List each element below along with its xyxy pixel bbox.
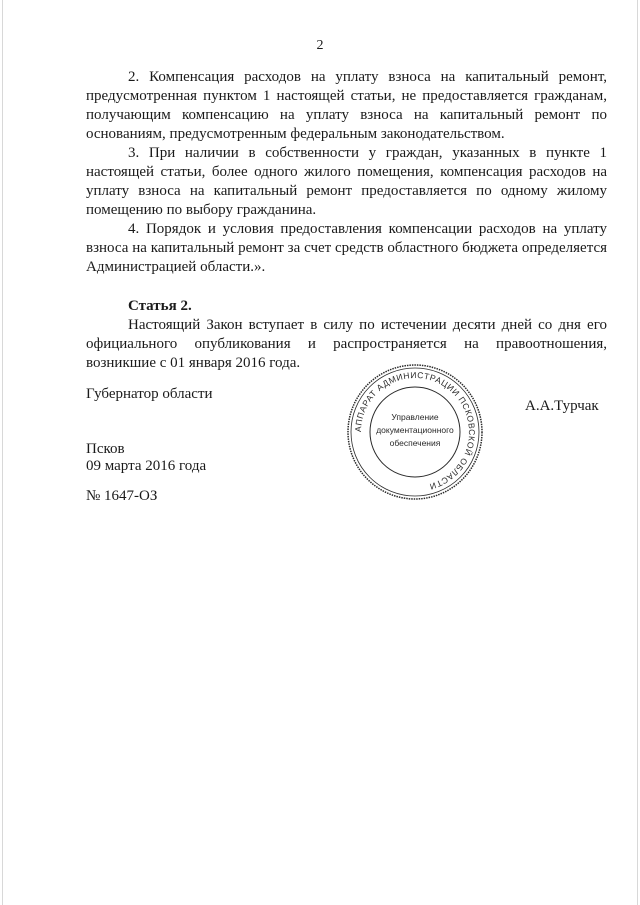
paragraph-3: 3. При наличии в собственности у граждан, указанных в пункте 1 настоящей статьи, более одного жилого помещения, компенсация расходов на уплату взноса на капитальный ремонт предоставляется по одному жилому помещению по выбору гражданина. xyxy=(86,145,607,218)
paragraph-4: 4. Порядок и условия предоставления компенсации расходов на уплату взноса на капитальный ремонт за счет средств областного бюджета определяется Администрацией области.». xyxy=(86,221,607,275)
law-number: № 1647-ОЗ xyxy=(86,488,158,504)
governor-title: Губернатор области xyxy=(86,386,213,402)
official-stamp xyxy=(345,362,485,502)
stamp-line-1: Управление xyxy=(391,412,439,422)
document-body xyxy=(86,68,607,373)
article-title: Статья 2. xyxy=(128,298,192,314)
paragraph-2: 2. Компенсация расходов на уплату взноса на капитальный ремонт, предусмотренная пунктом 1 настоящей статьи, не предоставляется гражданам, получающим компенсацию на уплату взноса на капитальный ремонт по основаниям, предусмотренным федеральным законодательством. xyxy=(86,69,607,142)
stamp-ring-text: АППАРАТ АДМИНИСТРАЦИИ ПСКОВСКОЙ ОБЛАСТИ xyxy=(352,369,478,492)
signing-place: Псков xyxy=(86,441,125,457)
scan-edge-right xyxy=(637,0,638,905)
stamp-line-3: обеспечения xyxy=(389,438,441,448)
page-number: 2 xyxy=(316,38,324,53)
article-text: Настоящий Закон вступает в силу по истечении десяти дней со дня его официального опубликования и распространяется на правоотношения, возникшие с 01 января 2016 года. xyxy=(86,317,607,371)
scan-edge-left xyxy=(2,0,3,905)
signing-date: 09 марта 2016 года xyxy=(86,458,207,474)
signer-name: А.А.Турчак xyxy=(525,398,599,414)
stamp-line-2: документационного xyxy=(376,425,454,435)
